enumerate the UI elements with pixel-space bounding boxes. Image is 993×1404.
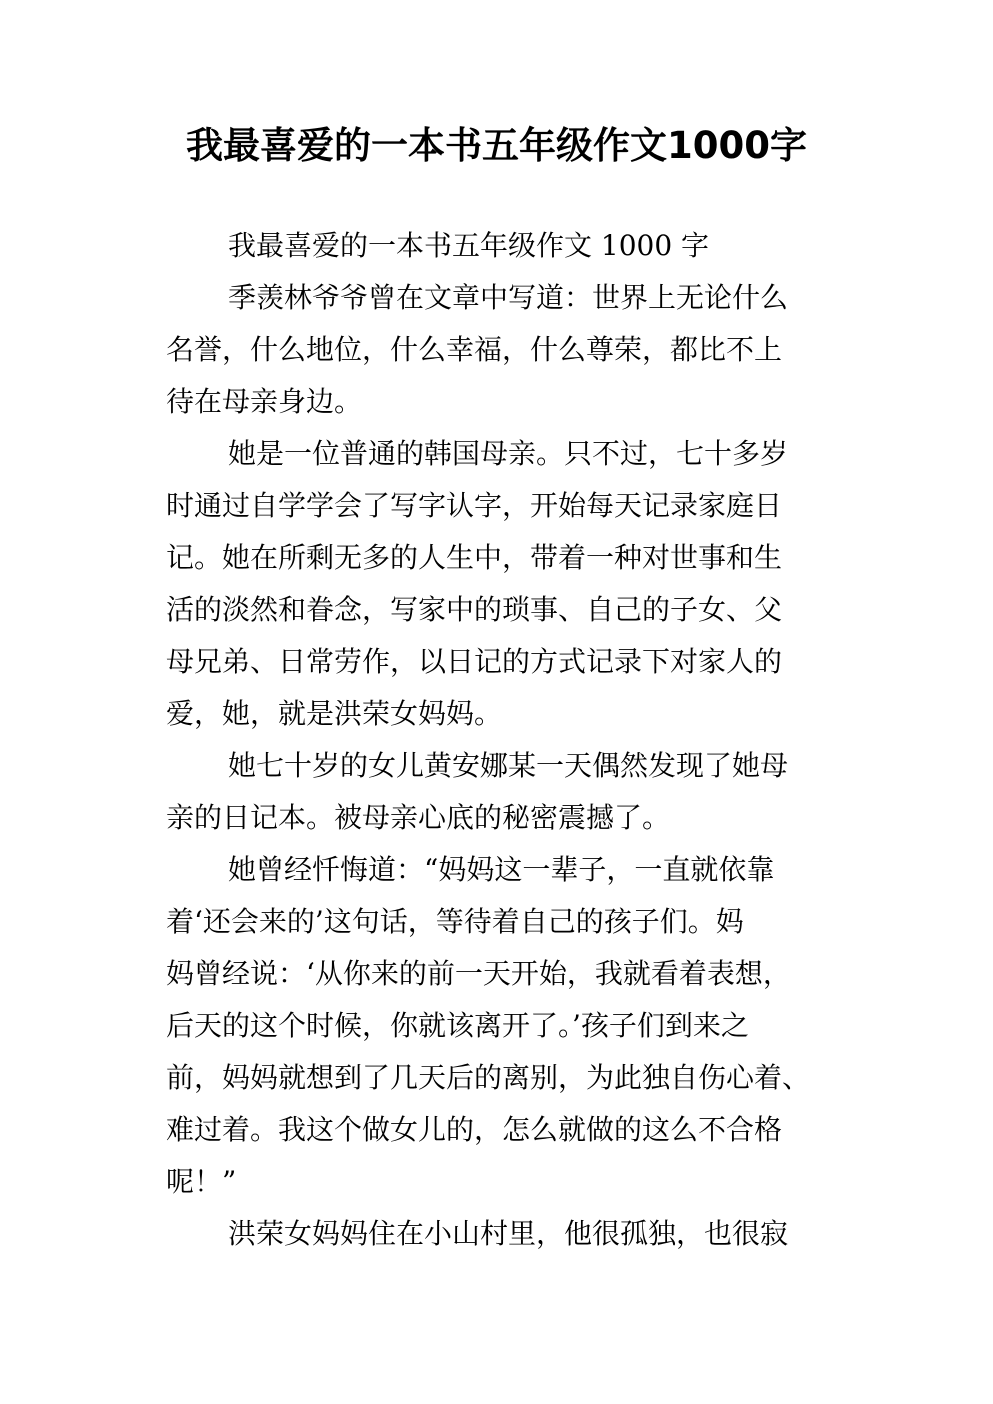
body-line: 亲的日记本。被母亲心底的秘密震撼了。 <box>166 801 671 834</box>
body-line: 洪荣女妈妈住在小山村里，他很孤独，也很寂 <box>228 1217 789 1250</box>
body-line: 时通过自学学会了写字认字，开始每天记录家庭日 <box>166 489 783 522</box>
body-line: 难过着。我这个做女儿的，怎么就做的这么不合格 <box>166 1113 783 1146</box>
body-line: 爱，她，就是洪荣女妈妈。 <box>166 697 503 730</box>
body-line: 她七十岁的女儿黄安娜某一天偶然发现了她母 <box>228 749 789 782</box>
body-line: 后天的这个时候，你就该离开了。’孩子们到来之 <box>166 1009 749 1042</box>
body-line: 妈曾经说：‘从你来的前一天开始，我就看着表想， <box>166 957 791 990</box>
body-line: 名誉，什么地位，什么幸福，什么尊荣，都比不上 <box>166 333 783 366</box>
body-line: 她曾经忏悔道：“妈妈这一辈子，一直就依靠 <box>228 853 775 886</box>
body-line: 前，妈妈就想到了几天后的离别，为此独自伤心着、 <box>166 1061 811 1094</box>
body-line: 活的淡然和眷念，写家中的琐事、自己的子女、父 <box>166 593 783 626</box>
body-line: 我最喜爱的一本书五年级作文 1000 字 <box>228 229 710 262</box>
body-line: 她是一位普通的韩国母亲。只不过，七十多岁 <box>228 437 789 470</box>
body-line: 季羡林爷爷曾在文章中写道：世界上无论什么 <box>228 281 789 314</box>
document-title: 我最喜爱的一本书五年级作文1000字 <box>186 124 807 167</box>
body-line: 待在母亲身边。 <box>166 385 363 418</box>
body-line: 呢！” <box>166 1165 237 1198</box>
body-line: 记。她在所剩无多的人生中，带着一种对世事和生 <box>166 541 783 574</box>
body-line: 母兄弟、日常劳作，以日记的方式记录下对家人的 <box>166 645 783 678</box>
body-line: 着‘还会来的’这句话，等待着自己的孩子们。妈 <box>166 905 744 938</box>
document-body <box>166 220 834 1260</box>
